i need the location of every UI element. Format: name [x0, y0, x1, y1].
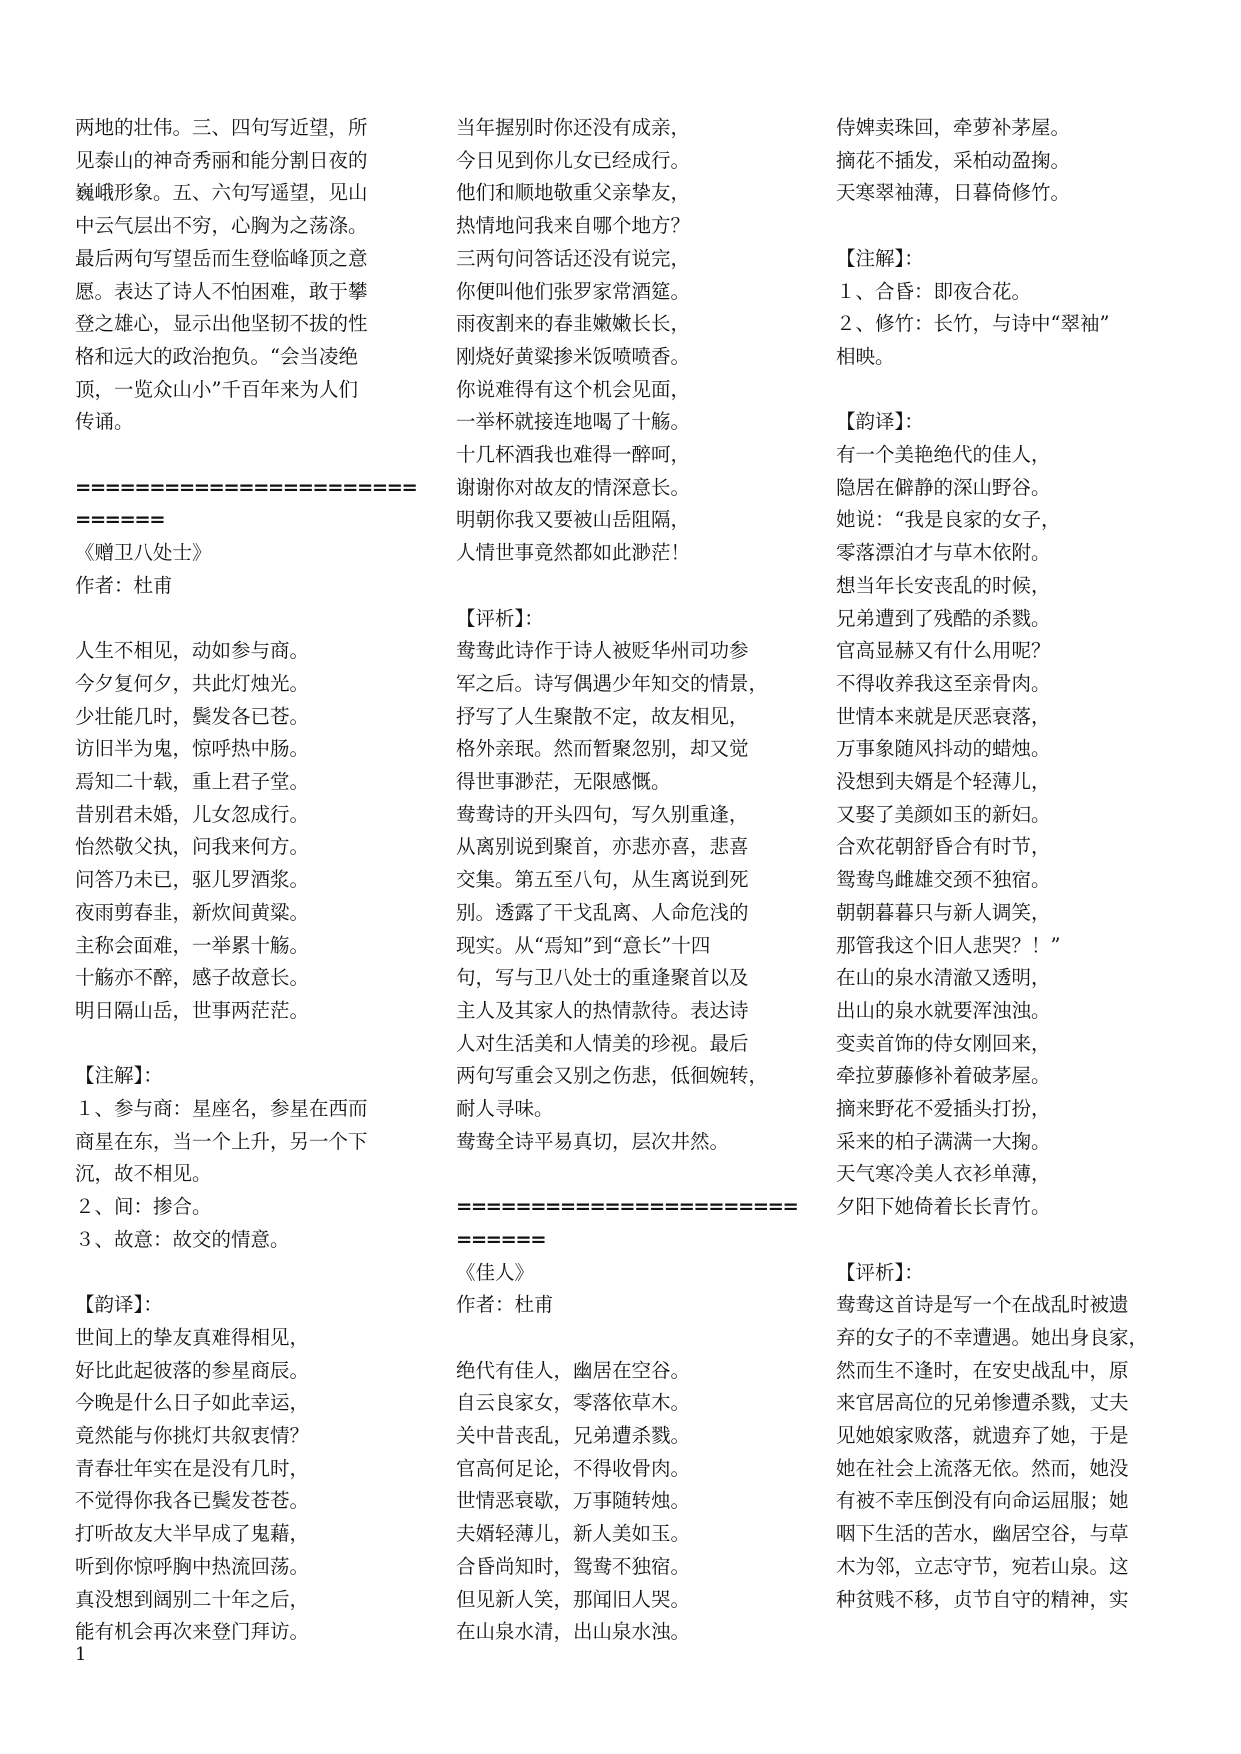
text-line: 《赠卫八处士》: [75, 541, 212, 565]
text-line: 愿。表达了诗人不怕困难，敢于攀: [75, 279, 368, 303]
text-line: 兄弟遭到了残酷的杀戮。: [836, 606, 1051, 630]
text-line: 顶，一览众山小”千百年来为人们: [75, 377, 358, 401]
text-line: 焉知二十载，重上君子堂。: [75, 770, 310, 794]
text-line: 青春壮年实在是没有几时，: [75, 1456, 310, 1480]
text-line: 天气寒冷美人衣衫单薄，: [836, 1162, 1051, 1186]
text-line: 明朝你我又要被山岳阻隔，: [456, 508, 691, 532]
text-line: 怡然敬父执，问我来何方。: [75, 835, 310, 859]
text-line: 一举杯就接连地喝了十觞。: [456, 410, 691, 434]
text-line: 雨夜割来的春韭嫩嫩长长，: [456, 312, 691, 336]
text-line: 商星在东，当一个上升，另一个下: [75, 1129, 368, 1153]
text-line: 巍峨形象。五、六句写遥望，见山: [75, 181, 368, 205]
text-line: 登之雄心，显示出他坚韧不拔的性: [75, 312, 368, 336]
text-line: 夫婿轻薄儿，新人美如玉。: [456, 1522, 691, 1546]
text-line: 热情地问我来自哪个地方？: [456, 214, 691, 238]
text-column-3: [836, 112, 1186, 1616]
text-line: 当年握别时你还没有成亲，: [456, 116, 691, 139]
text-line: 打听故友大半早成了鬼藉，: [75, 1522, 310, 1546]
text-line: 夜雨剪春韭，新炊间黄粱。: [75, 900, 310, 924]
text-line: 世情恶衰歇，万事随转烛。: [456, 1489, 691, 1513]
text-line: 摘花不插发，采柏动盈掬。: [836, 148, 1071, 172]
text-line: 【注解】：: [836, 246, 924, 270]
text-line: 作者：杜甫: [456, 1293, 554, 1317]
text-line: 得世事渺茫，无限感慨。: [456, 770, 671, 794]
text-line: 最后两句写望岳而生登临峰顶之意: [75, 246, 368, 270]
text-line: 关中昔丧乱，兄弟遭杀戮。: [456, 1424, 691, 1448]
blank-line: [836, 210, 1186, 243]
text-line: 不得收养我这至亲骨肉。: [836, 671, 1051, 695]
text-line: 抒写了人生聚散不定，故友相见，: [456, 704, 749, 728]
text-line: 听到你惊呼胸中热流回荡。: [75, 1554, 310, 1578]
text-line: 明日隔山岳，世事两茫茫。: [75, 998, 310, 1022]
text-line: 有一个美艳绝代的佳人，: [836, 443, 1051, 466]
text-line: 万事象随风抖动的蜡烛。: [836, 737, 1051, 761]
text-line: 好比此起彼落的参星商辰。: [75, 1358, 310, 1382]
text-line: 军之后。诗写偶遇少年知交的情景，: [456, 671, 769, 695]
text-line: 弃的女子的不幸遭遇。她出身良家，: [836, 1325, 1149, 1349]
text-line: 格外亲珉。然而暂聚忽别，却又觉: [456, 737, 749, 761]
text-line: 作者：杜甫: [75, 573, 173, 597]
text-line: １、合昏：即夜合花。: [836, 279, 1032, 303]
text-line: 世情本来就是厌恶衰落，: [836, 704, 1051, 728]
blank-line: [75, 1028, 425, 1061]
text-line: 零落漂泊才与草木依附。: [836, 541, 1051, 565]
text-line: 谢谢你对故友的情深意长。: [456, 475, 691, 499]
text-line: 从离别说到聚首，亦悲亦喜，悲喜: [456, 835, 749, 859]
text-line: 摘来野花不爱插头打扮，: [836, 1097, 1051, 1121]
text-line: 两句写重会又别之伤悲，低徊婉转，: [456, 1064, 769, 1088]
blank-line: [75, 603, 425, 636]
page-number: 1: [75, 1644, 87, 1665]
blank-line: [75, 1257, 425, 1290]
text-line: 鸯鸯这首诗是写一个在战乱时被遗: [836, 1293, 1129, 1317]
text-line: 出山的泉水就要浑浊浊。: [836, 998, 1051, 1022]
text-line: 绝代有佳人，幽居在空谷。: [456, 1358, 691, 1382]
text-line: 夕阳下她倚着长长青竹。: [836, 1195, 1051, 1219]
text-line: 朝朝暮暮只与新人调笑，: [836, 900, 1051, 924]
text-line: 侍婢卖珠回，牵萝补茅屋。: [836, 116, 1071, 139]
text-line: 现实。从“焉知”到“意长”十四: [456, 933, 711, 957]
text-line: 今夕复何夕，共此灯烛光。: [75, 671, 310, 695]
text-line: 你便叫他们张罗家常酒筵。: [456, 279, 691, 303]
text-line: 鸯鸯诗的开头四句，写久别重逢，: [456, 802, 749, 826]
text-line: 想当年长安丧乱的时候，: [836, 573, 1051, 597]
text-line: 三两句问答话还没有说完，: [456, 246, 691, 270]
text-line: 然而生不逢时，在安史战乱中，原: [836, 1358, 1129, 1382]
text-line: 人生不相见，动如参与商。: [75, 639, 310, 663]
text-line: 中云气层出不穷，心胸为之荡涤。: [75, 214, 368, 238]
text-line: 十几杯酒我也难得一醉呵，: [456, 443, 691, 467]
text-line: ３、故意：故交的情意。: [75, 1227, 290, 1251]
text-line: 人对生活美和人情美的珍视。最后: [456, 1031, 749, 1055]
text-line: 访旧半为鬼，惊呼热中肠。: [75, 737, 310, 761]
text-line: 两地的壮伟。三、四句写近望，所: [75, 116, 368, 139]
text-line: 官高显赫又有什么用呢？: [836, 639, 1051, 663]
blank-line: [456, 570, 806, 603]
text-line: 自云良家女，零落依草木。: [456, 1391, 691, 1415]
text-line: 今日见到你儿女已经成行。: [456, 148, 691, 172]
text-line: 主称会面难，一举累十觞。: [75, 933, 310, 957]
blank-line: [456, 1322, 806, 1355]
text-line: 种贫贱不移，贞节自守的精神，实: [836, 1587, 1129, 1611]
text-line: 变卖首饰的侍女刚回来，: [836, 1031, 1051, 1055]
text-line: 鸳鸯鸟雌雄交颈不独宿。: [836, 868, 1051, 892]
text-line: 【注解】：: [75, 1064, 163, 1088]
text-line: 耐人寻味。: [456, 1097, 554, 1121]
text-line: 【韵译】：: [75, 1293, 163, 1317]
text-line: 见泰山的神奇秀丽和能分割日夜的: [75, 148, 368, 172]
text-line: 相映。: [836, 344, 895, 368]
text-line: 沉，故不相见。: [75, 1162, 212, 1186]
text-line: 鸯鸯全诗平易真切，层次井然。: [456, 1129, 730, 1153]
text-line: 在山的泉水清澈又透明，: [836, 966, 1051, 990]
text-line: 他们和顺地敬重父亲挚友，: [456, 181, 691, 205]
text-line: 交集。第五至八句，从生离说到死: [456, 868, 749, 892]
text-column-2: [456, 112, 806, 1649]
text-line: 昔别君未婚，儿女忽成行。: [75, 802, 310, 826]
text-line: 咽下生活的苦水，幽居空谷，与草: [836, 1522, 1129, 1546]
text-line: 木为邻，立志守节，宛若山泉。这: [836, 1554, 1129, 1578]
text-line: 那管我这个旧人悲哭？！”: [836, 933, 1061, 957]
text-line: 她在社会上流落无依。然而，她没: [836, 1456, 1129, 1480]
text-line: 【评析】：: [456, 606, 544, 630]
text-line: 人情世事竟然都如此渺茫！: [456, 541, 691, 565]
text-line: 今晚是什么日子如此幸运，: [75, 1391, 310, 1415]
text-line: 刚烧好黄粱掺米饭喷喷香。: [456, 344, 691, 368]
text-line: 十觞亦不醉，感子故意长。: [75, 966, 310, 990]
text-line: 别。透露了干戈乱离、人命危浅的: [456, 900, 749, 924]
blank-line: [456, 1158, 806, 1191]
text-line: 世间上的挚友真难得相见，: [75, 1325, 310, 1349]
blank-line: [836, 374, 1186, 407]
blank-line: [836, 1224, 1186, 1257]
text-line: 真没想到阔别二十年之后，: [75, 1587, 310, 1611]
text-line: 问答乃未已，驱儿罗酒浆。: [75, 868, 310, 892]
text-line: 合昏尚知时，鸳鸯不独宿。: [456, 1554, 691, 1578]
text-line: 隐居在僻静的深山野谷。: [836, 475, 1051, 499]
text-line: 【评析】：: [836, 1260, 924, 1284]
text-column-1: [75, 112, 425, 1649]
text-line: 牵拉萝藤修补着破茅屋。: [836, 1064, 1051, 1088]
text-line: 传诵。: [75, 410, 134, 434]
text-line: 见她娘家败落，就遗弃了她，于是: [836, 1424, 1129, 1448]
text-line: 主人及其家人的热情款待。表达诗: [456, 998, 749, 1022]
text-line: 她说：“我是良家的女子，: [836, 508, 1061, 532]
text-line: ２、修竹：长竹，与诗中“翠袖”: [836, 312, 1110, 336]
text-line: 句，写与卫八处士的重逢聚首以及: [456, 966, 749, 990]
text-line: 但见新人笑，那闻旧人哭。: [456, 1587, 691, 1611]
blank-line: [75, 439, 425, 472]
text-line: 天寒翠袖薄，日暮倚修竹。: [836, 181, 1071, 205]
text-line: １、参与商：星座名，参星在西而: [75, 1097, 368, 1121]
text-line: 没想到夫婿是个轻薄儿，: [836, 770, 1051, 794]
text-line: 来官居高位的兄弟惨遭杀戮，丈夫: [836, 1391, 1129, 1415]
text-line: 有被不幸压倒没有向命运屈服；她: [836, 1489, 1129, 1513]
text-line: 不觉得你我各已鬓发苍苍。: [75, 1489, 310, 1513]
text-line: 能有机会再次来登门拜访。: [75, 1620, 310, 1644]
text-line: 又娶了美颜如玉的新妇。: [836, 802, 1051, 826]
text-line: ２、间：掺合。: [75, 1195, 212, 1219]
text-line: 【韵译】：: [836, 410, 924, 434]
text-line: 在山泉水清，出山泉水浊。: [456, 1620, 691, 1644]
text-line: 鸯鸯此诗作于诗人被贬华州司功参: [456, 639, 749, 663]
text-line: 官高何足论，不得收骨肉。: [456, 1456, 691, 1480]
text-line: 格和远大的政治抱负。“会当凌绝: [75, 344, 358, 368]
text-line: 采来的柏子满满一大掬。: [836, 1129, 1051, 1153]
section-separator: =============================: [456, 1195, 798, 1251]
text-line: 《佳人》: [456, 1260, 535, 1284]
section-separator: =============================: [75, 475, 417, 532]
text-line: 竟然能与你挑灯共叙衷情？: [75, 1424, 310, 1448]
text-line: 少壮能几时，鬓发各已苍。: [75, 704, 310, 728]
text-line: 合欢花朝舒昏合有时节，: [836, 835, 1051, 859]
text-line: 你说难得有这个机会见面，: [456, 377, 691, 401]
